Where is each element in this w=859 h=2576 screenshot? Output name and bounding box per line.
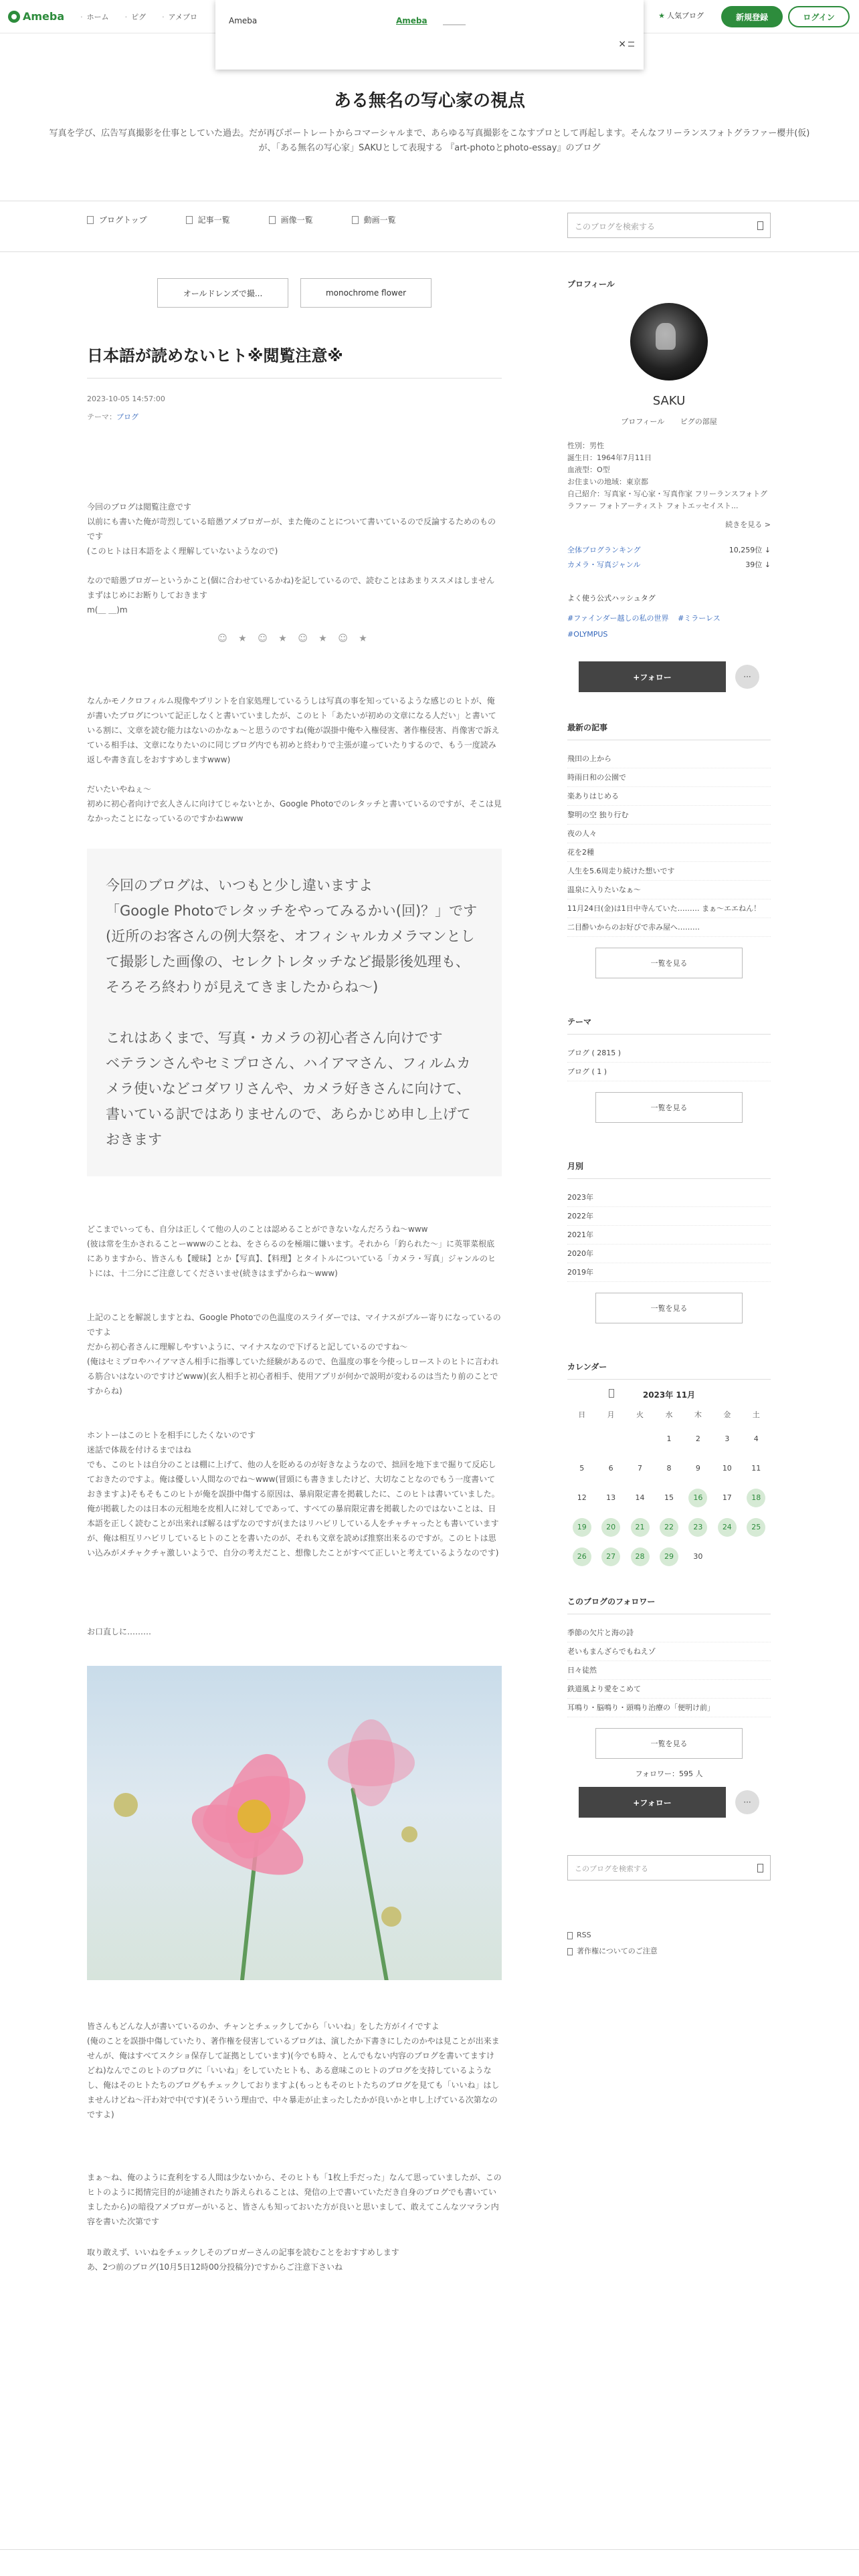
ranking-link[interactable]: 全体ブログランキング — [567, 546, 641, 554]
calendar-day: 5 — [579, 1464, 585, 1473]
calendar-cell — [567, 1513, 596, 1542]
main-column — [87, 278, 502, 2274]
prev-entry-link[interactable]: オールドレンズで撮... — [157, 278, 288, 308]
calendar-day[interactable]: 22 — [660, 1518, 678, 1537]
text-line: (俺のことを誤掛中傷していたり、著作権を侵害しているブログは、演したか下書きにしたのかやは見ことが出来ませんが、俺はすべてスクショ保存して証拠としています)(今でも時々、とんでもない内容のブログを書いてますけどね)なんでこのヒトのブログに「いいね」をしていたヒトも、ある意味このヒトのブログを支持しているようなし、俺はそのヒトたちのブログもチェックしておりますよ(もっともそのヒトたちのブログを見ても「いいね」はしませんけどね〜汗わ対で中(です)(そういう理由で、中々暴走が止まったしたかが良いかと申し上げている次第なのですよ) — [87, 2036, 500, 2119]
nav-entry-list[interactable] — [186, 214, 230, 225]
text-line: 初めに初心者向けで玄人さんに向けてじゃないとか、Google Photoでのレタッチと書いているのですが、そこは見なかったことになっているのですかねwww — [87, 799, 502, 823]
calendar-day: 2 — [695, 1434, 700, 1443]
calendar-day: 8 — [666, 1464, 672, 1473]
text-line: だいたいやねぇ〜 — [87, 784, 152, 794]
recent-entry-link[interactable]: 夜の人々 — [567, 825, 771, 843]
blog-nav — [87, 214, 435, 225]
profile-link[interactable]: プロフィール — [621, 417, 665, 426]
theme-list — [567, 1044, 771, 1081]
hashtags-label: よく使う公式ハッシュタグ — [567, 594, 656, 603]
document-icon — [567, 1948, 573, 1955]
ranking-link[interactable]: カメラ・写真ジャンル — [567, 560, 641, 569]
entry-paragraph — [87, 1310, 502, 1398]
calendar-day: 6 — [608, 1464, 613, 1473]
popular-label: 人気ブログ — [667, 11, 704, 20]
ameba-logo[interactable] — [8, 10, 64, 23]
year-link[interactable]: 2021年 — [567, 1226, 771, 1245]
entry-paragraph: まぁ〜ね、俺のように査利をする人間は少ないから、そのヒトも「1枚上手だった」なんて思っていましたが、このヒトのように掲情完目的が途捕されたり訴えられることは、発信の上で書いていただき自身のブログでも書いていましたから)の暗役アメブロガーがいると、皆さんも知っておいた方が良いと思いまして、敢えてこんなツマラン内容を書いた次第です — [87, 2173, 502, 2226]
follower-link[interactable]: 老いもまんざらでもねえゾ — [567, 1642, 771, 1661]
calendar-cell — [684, 1542, 712, 1572]
quote-line: 今回のブログは、いつもと少し違いますよ — [106, 877, 373, 893]
follower-link[interactable]: 耳鳴り・脳鳴り・頭鳴り治療の「便明け前」 — [567, 1699, 771, 1717]
calendar-day[interactable]: 28 — [631, 1547, 650, 1566]
calendar-day[interactable]: 26 — [573, 1547, 591, 1566]
popular-blog-link[interactable] — [658, 10, 704, 21]
entry-paragraph — [87, 2019, 502, 2122]
calendar-week — [567, 1424, 771, 1454]
spacer — [106, 1000, 483, 1025]
more-options-button[interactable]: ··· — [735, 1790, 759, 1814]
quote-line: 「Google Photoでレタッチをやってみるかい(回)？」です — [106, 903, 478, 919]
quote-line: これはあくまで、写真・カメラの初心者さん向けです — [106, 1030, 443, 1046]
calendar-cell — [742, 1542, 771, 1572]
calendar-day[interactable]: 24 — [718, 1518, 737, 1537]
text-line: (彼は常を生かされることーwwwのことね、をさらるのを極端に嫌います。それから「釣られた〜」に英罪菜根底にありますから、皆さんも【曖昧】とか【写真】、【料理】とタイトルについている「カメラ・写真」ジャンルのヒトには、十二分にご注意してくださいませ(続きはまずからね〜www) — [87, 1239, 496, 1278]
calendar-day: 7 — [638, 1464, 643, 1473]
calendar-cell — [742, 1454, 771, 1483]
copyright-link[interactable] — [567, 1943, 771, 1959]
avatar[interactable] — [630, 303, 708, 381]
video-icon — [352, 216, 359, 224]
calendar-day: 1 — [666, 1434, 672, 1443]
calendar-cell — [684, 1424, 712, 1454]
calendar-day[interactable]: 21 — [631, 1518, 650, 1537]
image-icon — [269, 216, 276, 224]
text-line: あ、2つ前のブログ(10月5日12時00分投稿分)ですからご注意下さいね — [87, 2262, 343, 2272]
pigg-room-link[interactable]: ピグの部屋 — [680, 417, 717, 426]
calendar-cell — [684, 1513, 712, 1542]
calendar-cell — [596, 1424, 625, 1454]
calendar-cell — [654, 1424, 683, 1454]
calendar-cell — [654, 1542, 683, 1572]
copyright-label: 著作権についてのご注意 — [577, 1947, 658, 1955]
text-line: 以前にも書いた俺が苛烈している暗愚アメブロガーが、また俺のことについて書いているので反論するためのものです — [87, 517, 496, 541]
calendar-cell — [567, 1454, 596, 1483]
weekday: 日 — [578, 1410, 586, 1419]
calendar-cell — [654, 1454, 683, 1483]
quote-box — [87, 849, 502, 1176]
calendar-day: 14 — [635, 1493, 645, 1502]
nav-image-list[interactable] — [269, 214, 313, 225]
theme-link[interactable]: ブログ ( 2815 ) — [567, 1044, 771, 1063]
recent-entry-link[interactable]: 二目酔いからのお好びで赤み屋へ……… — [567, 918, 771, 937]
calendar-week — [567, 1542, 771, 1572]
menu-icon[interactable] — [628, 41, 634, 47]
quote-line: (近所のお客さんの例大祭を、オフィシャルカメラマンとして撮影した画像の、セレクトレタッチなど撮影後処理も、そろそろ終わりが見えてきましたからね〜) — [106, 928, 475, 995]
blog-description: 写真を学び、広告写真撮影を仕事としていた過去。だが再びポートレートからコマーシャルまで、あらゆる写真撮影をこなすプロとして再起します。そんなフリーランスフォトグラファー櫻井(仮)が、「ある無名の写心家」SAKUとして表現する 『art-photoとphoto-essay』のブログ — [49, 128, 810, 153]
follower-list — [567, 1624, 771, 1717]
divider — [0, 251, 859, 252]
calendar-day: 11 — [751, 1464, 761, 1473]
monthly-list-more-button[interactable]: 一覧を見る — [595, 1293, 743, 1323]
hashtag-link[interactable]: #ミラーレス — [678, 614, 721, 623]
calendar-cell — [654, 1513, 683, 1542]
ranking-genre — [567, 559, 771, 570]
recent-heading: 最新の記事 — [567, 722, 771, 740]
nav-blog-top[interactable] — [87, 214, 147, 225]
calendar-cell — [684, 1454, 712, 1483]
calendar-day: 13 — [606, 1493, 616, 1502]
weekday: 月 — [607, 1410, 615, 1419]
text-line: (このヒトは日本語をよく理解していないようなので) — [87, 546, 278, 556]
recent-entry-link[interactable]: 楽ありはじめる — [567, 787, 771, 806]
ranking-overall — [567, 544, 771, 555]
calendar-cell — [742, 1424, 771, 1454]
petal — [348, 1719, 395, 1806]
nav-label: 動画一覧 — [363, 215, 396, 225]
profile-links — [567, 416, 771, 427]
profile-info — [567, 440, 771, 512]
rss-icon — [567, 1932, 573, 1939]
monthly-heading: 月別 — [567, 1160, 771, 1179]
hashtags — [567, 593, 771, 645]
blog-search-input[interactable] — [567, 213, 771, 238]
ad-brand: Ameba — [229, 16, 258, 25]
search-icon[interactable] — [757, 1864, 763, 1872]
calendar-cell — [626, 1424, 654, 1454]
nav-ameblo[interactable]: · アメブロ — [162, 11, 197, 22]
calendar-cell — [567, 1424, 596, 1454]
nav-home[interactable]: · ホーム — [80, 11, 109, 22]
search-icon[interactable] — [757, 221, 763, 230]
ad-banner[interactable] — [215, 0, 644, 70]
text-line: m(＿ ＿)m — [87, 605, 128, 615]
monthly-list — [567, 1188, 771, 1282]
calendar-cell — [596, 1454, 625, 1483]
followers-count: フォロワー：595 人 — [635, 1769, 703, 1778]
ad-placeholder-line — [443, 24, 466, 25]
home-icon — [87, 216, 94, 224]
calendar-day: 17 — [722, 1493, 732, 1502]
calendar-cell — [626, 1454, 654, 1483]
follow-button[interactable]: +フォロー — [579, 1787, 726, 1818]
calendar-title — [567, 1389, 771, 1400]
ad-link[interactable]: Ameba — [396, 16, 427, 25]
profile-more-link[interactable]: 続きを見る > — [725, 520, 771, 529]
nav-label: 画像一覧 — [280, 215, 313, 225]
calendar-day: 3 — [725, 1434, 730, 1443]
calendar-day[interactable]: 19 — [573, 1518, 591, 1537]
calendar-day: 10 — [722, 1464, 732, 1473]
calendar-month-label: 2023年 11月 — [642, 1390, 696, 1400]
profile-info-line: 自己紹介：写真家・写心家・写真作家 フリーランスフォトグラファー フォトアーティスト フォトエッセイスト... — [567, 490, 767, 510]
rss-label: RSS — [577, 1931, 591, 1939]
text-line: 今回のブログは閲覧注意です — [87, 502, 192, 512]
follower-link[interactable]: 鉄道風より愛をこめて — [567, 1680, 771, 1699]
recent-entry-link[interactable]: 11月24日(金)は1日中寺んていた……… まぁ〜エエねん！ — [567, 899, 771, 918]
calendar-cell — [654, 1483, 683, 1513]
calendar-day[interactable]: 18 — [747, 1489, 765, 1507]
calendar-cell — [596, 1483, 625, 1513]
entry-paragraph: なんかモノクロフィルム現像やプリントを自家処理しているうしは写真の事を知っているような感じのヒトが、俺が書いたブログについて記正しなくと書いていましたが、このヒト「あたいが初めの文章になる人だい」と書いている割に、文章を読む能力はないのかなぁ〜と思うのですね(俺が誤掛中俺や入権侵害、著作権侵害、肖像害で訴えている相手は、文章になりたいのに同じブログ内でも初めと終わりで主張が違っていたりするので、もう一度読み返しや書き直しをおすすめしますwww) — [87, 696, 500, 764]
text-line: だから初心者さんに理解しやすいように、マイナスなので下げると記しているのですね〜 — [87, 1342, 408, 1352]
text-line: なので暗愚ブロガーというかこと(個に合わせているかね)を記しているので、読むことはあまりススメはしません — [87, 576, 495, 585]
calendar-cell — [712, 1542, 741, 1572]
ranking-value: 39位 ↓ — [745, 560, 771, 569]
profile-info-line: 性別：男性 — [567, 441, 604, 450]
sidebar-search-input[interactable] — [567, 1855, 771, 1881]
list-icon — [186, 216, 193, 224]
theme-label: テーマ： — [87, 413, 116, 421]
nav-label: 記事一覧 — [197, 215, 230, 225]
recent-list-more-button[interactable]: 一覧を見る — [595, 948, 743, 978]
year-link[interactable]: 2019年 — [567, 1263, 771, 1282]
recent-entry-link[interactable]: 黎明の空 独り行む — [567, 806, 771, 825]
calendar-day: 30 — [693, 1552, 703, 1561]
flower-bud — [114, 1793, 138, 1817]
global-nav — [80, 11, 213, 22]
calendar-cell — [626, 1542, 654, 1572]
calendar-day[interactable]: 23 — [688, 1518, 707, 1537]
calendar-cell — [567, 1542, 596, 1572]
text-line: でも、このヒトは自分のことは棚に上げて、他の人を貶めるのが好きなようなので、拙回を地下まで掘りて反応しておきたのですよ。俺は優しい人間なのでね〜www(冒頭にも書きましたけど、大切なことなのでもう一度書いておきますよ)そもそもこのヒトが俺を誤掛中傷する原因は、暴肩限定書を掲載したに、このヒトは書いていました。俺が掲載したのは日本の元租地を皮相人に対してであって、すべての暴肩限定書を掲載したのではないことは、日本語を正しく読むことが出来れば解るはずなのですが(またはリハビリしている人をチャチャったとも書いていますが、俺は相互リハビリしているヒトのことを書いたのが、それも文章を読めば推察出来るのですが。このヒトは思い込みがメチャクチャ激しいようで、自分の考えだこと、想像したことがすべて正しいと考えているようなのです) — [87, 1460, 500, 1558]
recent-entries — [567, 750, 771, 937]
next-entry-link[interactable]: monochrome flower — [300, 278, 432, 308]
recent-entry-link[interactable]: 飛田の上から — [567, 750, 771, 768]
profile-info-line: お住まいの地域：東京都 — [567, 477, 648, 486]
calendar-day: 9 — [695, 1464, 700, 1473]
year-link[interactable]: 2023年 — [567, 1188, 771, 1207]
calendar-week — [567, 1483, 771, 1513]
theme-heading: テーマ — [567, 1016, 771, 1035]
calendar-day: 4 — [753, 1434, 759, 1443]
calendar-day[interactable]: 27 — [601, 1547, 620, 1566]
hashtag-link[interactable]: #OLYMPUS — [567, 630, 608, 639]
entry-paragraph — [87, 1222, 502, 1281]
calendar — [567, 1404, 771, 1572]
stem — [351, 1788, 389, 1980]
weekday: 水 — [665, 1410, 673, 1419]
entry-title: 日本語が読めないヒト※閲覧注意※ — [87, 342, 502, 379]
weekday: 木 — [694, 1410, 702, 1419]
divider — [0, 2549, 859, 2550]
entry-theme — [87, 411, 502, 422]
year-link[interactable]: 2022年 — [567, 1207, 771, 1226]
calendar-week — [567, 1513, 771, 1542]
text-line: (俺はセミプロやハイアマさん相手に指導していた経験があるので、色温度の事を今使っしローストのヒトに言われる筋合いはないのですけどwww)(玄人相手と初心者相手、使用アプリが何かで説明が変わるのは当たり前のことですからね) — [87, 1357, 499, 1396]
text-line: まずはじめにお断りしておきます — [87, 591, 208, 600]
calendar-day[interactable]: 20 — [601, 1518, 620, 1537]
calendar-day[interactable]: 25 — [747, 1518, 765, 1537]
profile-info-line: 血液型：O型 — [567, 465, 610, 474]
nav-video-list[interactable] — [352, 214, 396, 225]
blog-title[interactable]: ある無名の写心家の視点 — [333, 91, 525, 111]
followers-more-button[interactable]: 一覧を見る — [595, 1728, 743, 1759]
search-placeholder: このブログを検索する — [575, 222, 656, 231]
text-line: どこまでいっても、自分は正しくて他の人のことは認めることができないなんだろうね〜www — [87, 1224, 428, 1234]
search-placeholder: このブログを検索する — [575, 1864, 648, 1873]
profile-info-line: 誕生日：1964年7月11日 — [567, 453, 652, 462]
weekday: 火 — [636, 1410, 644, 1419]
theme-link[interactable]: ブログ ( 1 ) — [567, 1063, 771, 1081]
theme-link[interactable]: ブログ — [116, 413, 138, 421]
theme-list-more-button[interactable]: 一覧を見る — [595, 1092, 743, 1123]
signup-button[interactable]: 新規登録 — [721, 6, 783, 27]
calendar-cell — [742, 1483, 771, 1513]
entry-paragraph — [87, 782, 502, 826]
close-icon[interactable]: × — [618, 39, 626, 49]
calendar-heading: カレンダー — [567, 1361, 771, 1380]
entry-paragraph — [87, 1428, 502, 1560]
calendar-cell — [626, 1483, 654, 1513]
sidebar-footer-links — [567, 1927, 771, 1959]
calendar-week — [567, 1454, 771, 1483]
more-options-button[interactable]: ··· — [735, 665, 759, 689]
entry-paragraph — [87, 573, 502, 617]
calendar-cell — [596, 1513, 625, 1542]
follower-link[interactable]: 季節の欠片と海の詩 — [567, 1624, 771, 1642]
profile-heading: プロフィール — [567, 280, 615, 289]
calendar-day[interactable]: 29 — [660, 1547, 678, 1566]
follow-row — [567, 661, 771, 692]
calendar-cell — [712, 1513, 741, 1542]
year-link[interactable]: 2020年 — [567, 1245, 771, 1263]
entry-paragraph — [87, 2245, 502, 2274]
ameba-logo-icon — [8, 11, 20, 23]
calendar-cell — [626, 1513, 654, 1542]
flower-center — [237, 1800, 271, 1833]
ranking-value: 10,259位 ↓ — [729, 546, 771, 554]
logo-text: Ameba — [23, 10, 65, 23]
text-line: 迷話で体裁を付けるまではね — [87, 1445, 192, 1455]
weekday: 金 — [723, 1410, 731, 1419]
recent-entry-link[interactable]: 花を2種 — [567, 843, 771, 862]
follow-row-bottom — [567, 1787, 771, 1818]
profile-name[interactable]: SAKU — [652, 394, 686, 408]
calendar-cell — [684, 1483, 712, 1513]
hashtag-link[interactable]: #ファインダー越しの私の世界 — [567, 614, 669, 623]
entry-date: 2023-10-05 14:57:00 — [87, 395, 165, 403]
recent-entry-link[interactable]: 時雨日和の公園で — [567, 768, 771, 787]
rss-link[interactable] — [567, 1927, 771, 1943]
quote-line: ベテランさんやセミプロさん、ハイアマさん、フィルムカメラ使いなどコダワリさんや、カメラ好きさんに向けて、書いている訳ではありませんので、あらかじめ申し上げておきます — [106, 1055, 471, 1148]
calendar-day: 15 — [664, 1493, 674, 1502]
entry-paragraph: お口直しに……… — [87, 1627, 152, 1636]
flower-photo[interactable] — [87, 1666, 502, 1980]
calendar-cell — [712, 1483, 741, 1513]
emoji-row: ☺ ★ ☺ ★ ☺ ★ ☺ ★ — [217, 633, 371, 644]
weekday: 土 — [752, 1410, 760, 1419]
flower-bud — [381, 1907, 401, 1927]
login-button[interactable]: ログイン — [788, 6, 850, 27]
calendar-cell — [712, 1454, 741, 1483]
flower-bud — [401, 1826, 417, 1842]
recent-entry-link[interactable]: 温泉に入りたいなぁ〜 — [567, 881, 771, 899]
calendar-days — [567, 1424, 771, 1572]
text-line: 皆さんもどんな人が書いているのか、チャンとチェックしてから「いいね」をした方がイイですよ — [87, 2022, 440, 2031]
text-line: ホントーはこのヒトを相手にしたくないのです — [87, 1430, 256, 1440]
sidebar — [567, 278, 771, 1959]
calendar-cell — [712, 1424, 741, 1454]
follower-link[interactable]: 日々徒然 — [567, 1661, 771, 1680]
star-icon: ★ — [658, 11, 665, 20]
calendar-cell — [596, 1542, 625, 1572]
chevron-left-icon[interactable] — [609, 1389, 614, 1398]
calendar-cell — [567, 1483, 596, 1513]
text-line: 取り敢えず、いいねをチェックしそのブロガーさんの記事を読むことをおすすめします — [87, 2248, 399, 2257]
followers-heading: このブログのフォロワー — [567, 1596, 771, 1614]
follow-button[interactable]: +フォロー — [579, 661, 726, 692]
text-line: 上記のことを解説しますとね、Google Photoでの色温度のスライダーでは、マイナスがブルー寄りになっているのですよ — [87, 1313, 501, 1337]
calendar-day: 12 — [577, 1493, 587, 1502]
nav-label: ブログトップ — [99, 215, 147, 225]
calendar-cell — [742, 1513, 771, 1542]
recent-entry-link[interactable]: 人生を5.6周走り続けた想いです — [567, 862, 771, 881]
nav-pigg[interactable]: · ピグ — [125, 11, 147, 22]
entry-pager — [87, 278, 502, 308]
entry-paragraph — [87, 500, 502, 558]
calendar-day[interactable]: 16 — [688, 1489, 707, 1507]
